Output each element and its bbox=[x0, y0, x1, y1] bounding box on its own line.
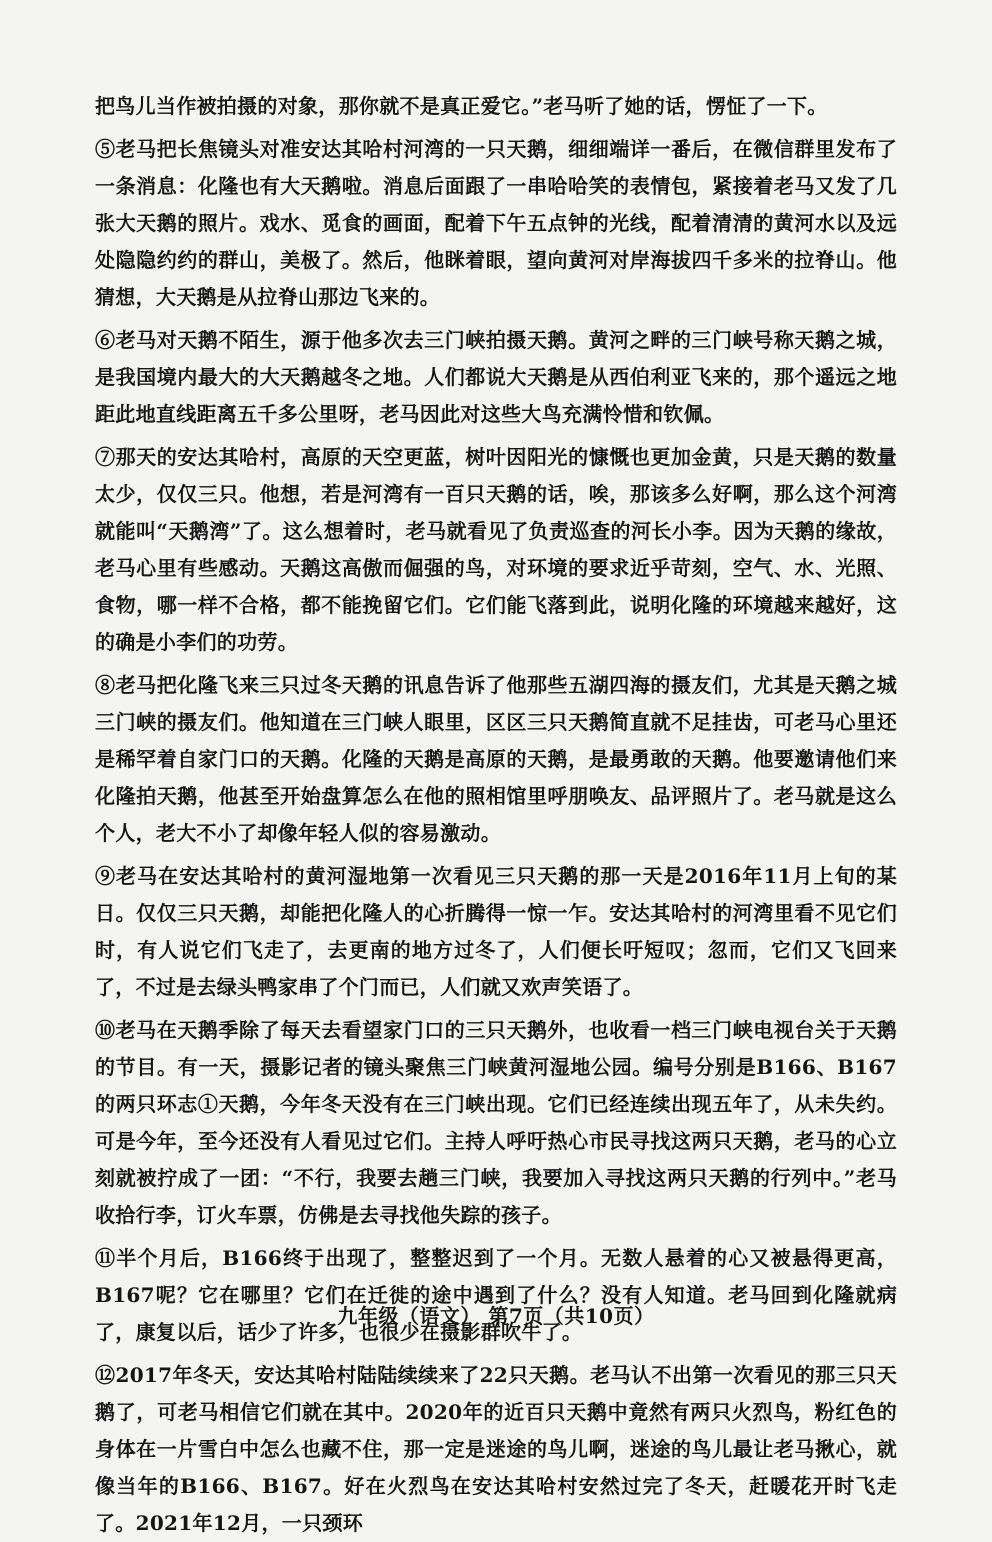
paragraph-6: ⑥老马对天鹅不陌生，源于他多次去三门峡拍摄天鹅。黄河之畔的三门峡号称天鹅之城，是我国境内最大的大天鹅越冬之地。人们都说大天鹅是从西伯利亚飞来的，那个遥远之地距此地直线距离五千多公里呀，老马因此对这些大鸟充满怜惜和钦佩。 bbox=[95, 328, 897, 426]
paragraph-8: ⑧老马把化隆飞来三只过冬天鹅的讯息告诉了他那些五湖四海的摄友们，尤其是天鹅之城三门峡的摄友们。他知道在三门峡人眼里，区区三只天鹅简直就不足挂齿，可老马心里还是稀罕着自家门口的天鹅。化隆的天鹅是高原的天鹅，是最勇敢的天鹅。他要邀请他们来化隆拍天鹅，他甚至开始盘算怎么在他的照相馆里呼朋唤友、品评照片了。老马就是这么个人，老大不小了却像年轻人似的容易激动。 bbox=[95, 673, 897, 845]
page-footer: 九年级（语文） 第7页（共10页） bbox=[337, 1304, 655, 1328]
paragraph-11: ⑪半个月后，B166终于出现了，整整迟到了一个月。无数人悬着的心又被悬得更高，B167呢？它在哪里？它们在迁徙的途中遇到了什么？没有人知道。老马回到化隆就病了，康复以后，话少了许多，也很少在摄影群吹牛了。 bbox=[95, 1246, 897, 1344]
paragraph-12: ⑫2017年冬天，安达其哈村陆陆续续来了22只天鹅。老马认不出第一次看见的那三只天鹅了，可老马相信它们就在其中。2020年的近百只天鹅中竟然有两只火烈鸟，粉红色的身体在一片雪白中怎么也藏不住，那一定是迷途的鸟儿啊，迷途的鸟儿最让老马揪心，就像当年的B166、B167。好在火烈鸟在安达其哈村安然过完了冬天，赶暖花开时飞走了。2021年12月，一只颈环 bbox=[95, 1363, 897, 1535]
paragraph-9: ⑨老马在安达其哈村的黄河湿地第一次看见三只天鹅的那一天是2016年11月上旬的某日。仅仅三只天鹅，却能把化隆人的心折腾得一惊一乍。安达其哈村的河湾里看不见它们时，有人说它们飞走了，去更南的地方过冬了，人们便长吁短叹；忽而，它们又飞回来了，不过是去绿头鸭家串了个门而已，人们就又欢声笑语了。 bbox=[95, 864, 897, 999]
paragraph-5: ⑤老马把长焦镜头对准安达其哈村河湾的一只天鹅，细细端详一番后，在微信群里发布了一条消息：化隆也有大天鹅啦。消息后面跟了一串哈哈笑的表情包，紧接着老马又发了几张大天鹅的照片。戏水、觅食的画面，配着下午五点钟的光线，配着清清的黄河水以及远处隐隐约约的群山，美极了。然后，他眯着眼，望向黄河对岸海拔四千多米的拉脊山。他猜想，大天鹅是从拉脊山那边飞来的。 bbox=[95, 137, 897, 309]
paragraph-10: ⑩老马在天鹅季除了每天去看望家门口的三只天鹅外，也收看一档三门峡电视台关于天鹅的节目。有一天，摄影记者的镜头聚焦三门峡黄河湿地公园。编号分别是B166、B167的两只环志①天鹅，今年冬天没有在三门峡出现。它们已经连续出现五年了，从未失约。可是今年，至今还没有人看见过它们。主持人呼吁热心市民寻找这两只天鹅，老马的心立刻就被拧成了一团：“不行，我要去趟三门峡，我要加入寻找这两只天鹅的行列中。”老马收拾行李，订火车票，仿佛是去寻找他失踪的孩子。 bbox=[95, 1018, 897, 1227]
paragraph-continuation: 把鸟儿当作被拍摄的对象，那你就不是真正爱它。”老马听了她的话，愣怔了一下。 bbox=[95, 94, 828, 118]
paragraph-7: ⑦那天的安达其哈村，高原的天空更蓝，树叶因阳光的慷慨也更加金黄，只是天鹅的数量太少，仅仅三只。他想，若是河湾有一百只天鹅的话，唉，那该多么好啊，那么这个河湾就能叫“天鹅湾”了。这么想着时，老马就看见了负责巡查的河长小李。因为天鹅的缘故，老马心里有些感动。天鹅这高傲而倔强的鸟，对环境的要求近乎苛刻，空气、水、光照、食物，哪一样不合格，都不能挽留它们。它们能飞落到此，说明化隆的环境越来越好，这的确是小李们的功劳。 bbox=[95, 445, 897, 654]
